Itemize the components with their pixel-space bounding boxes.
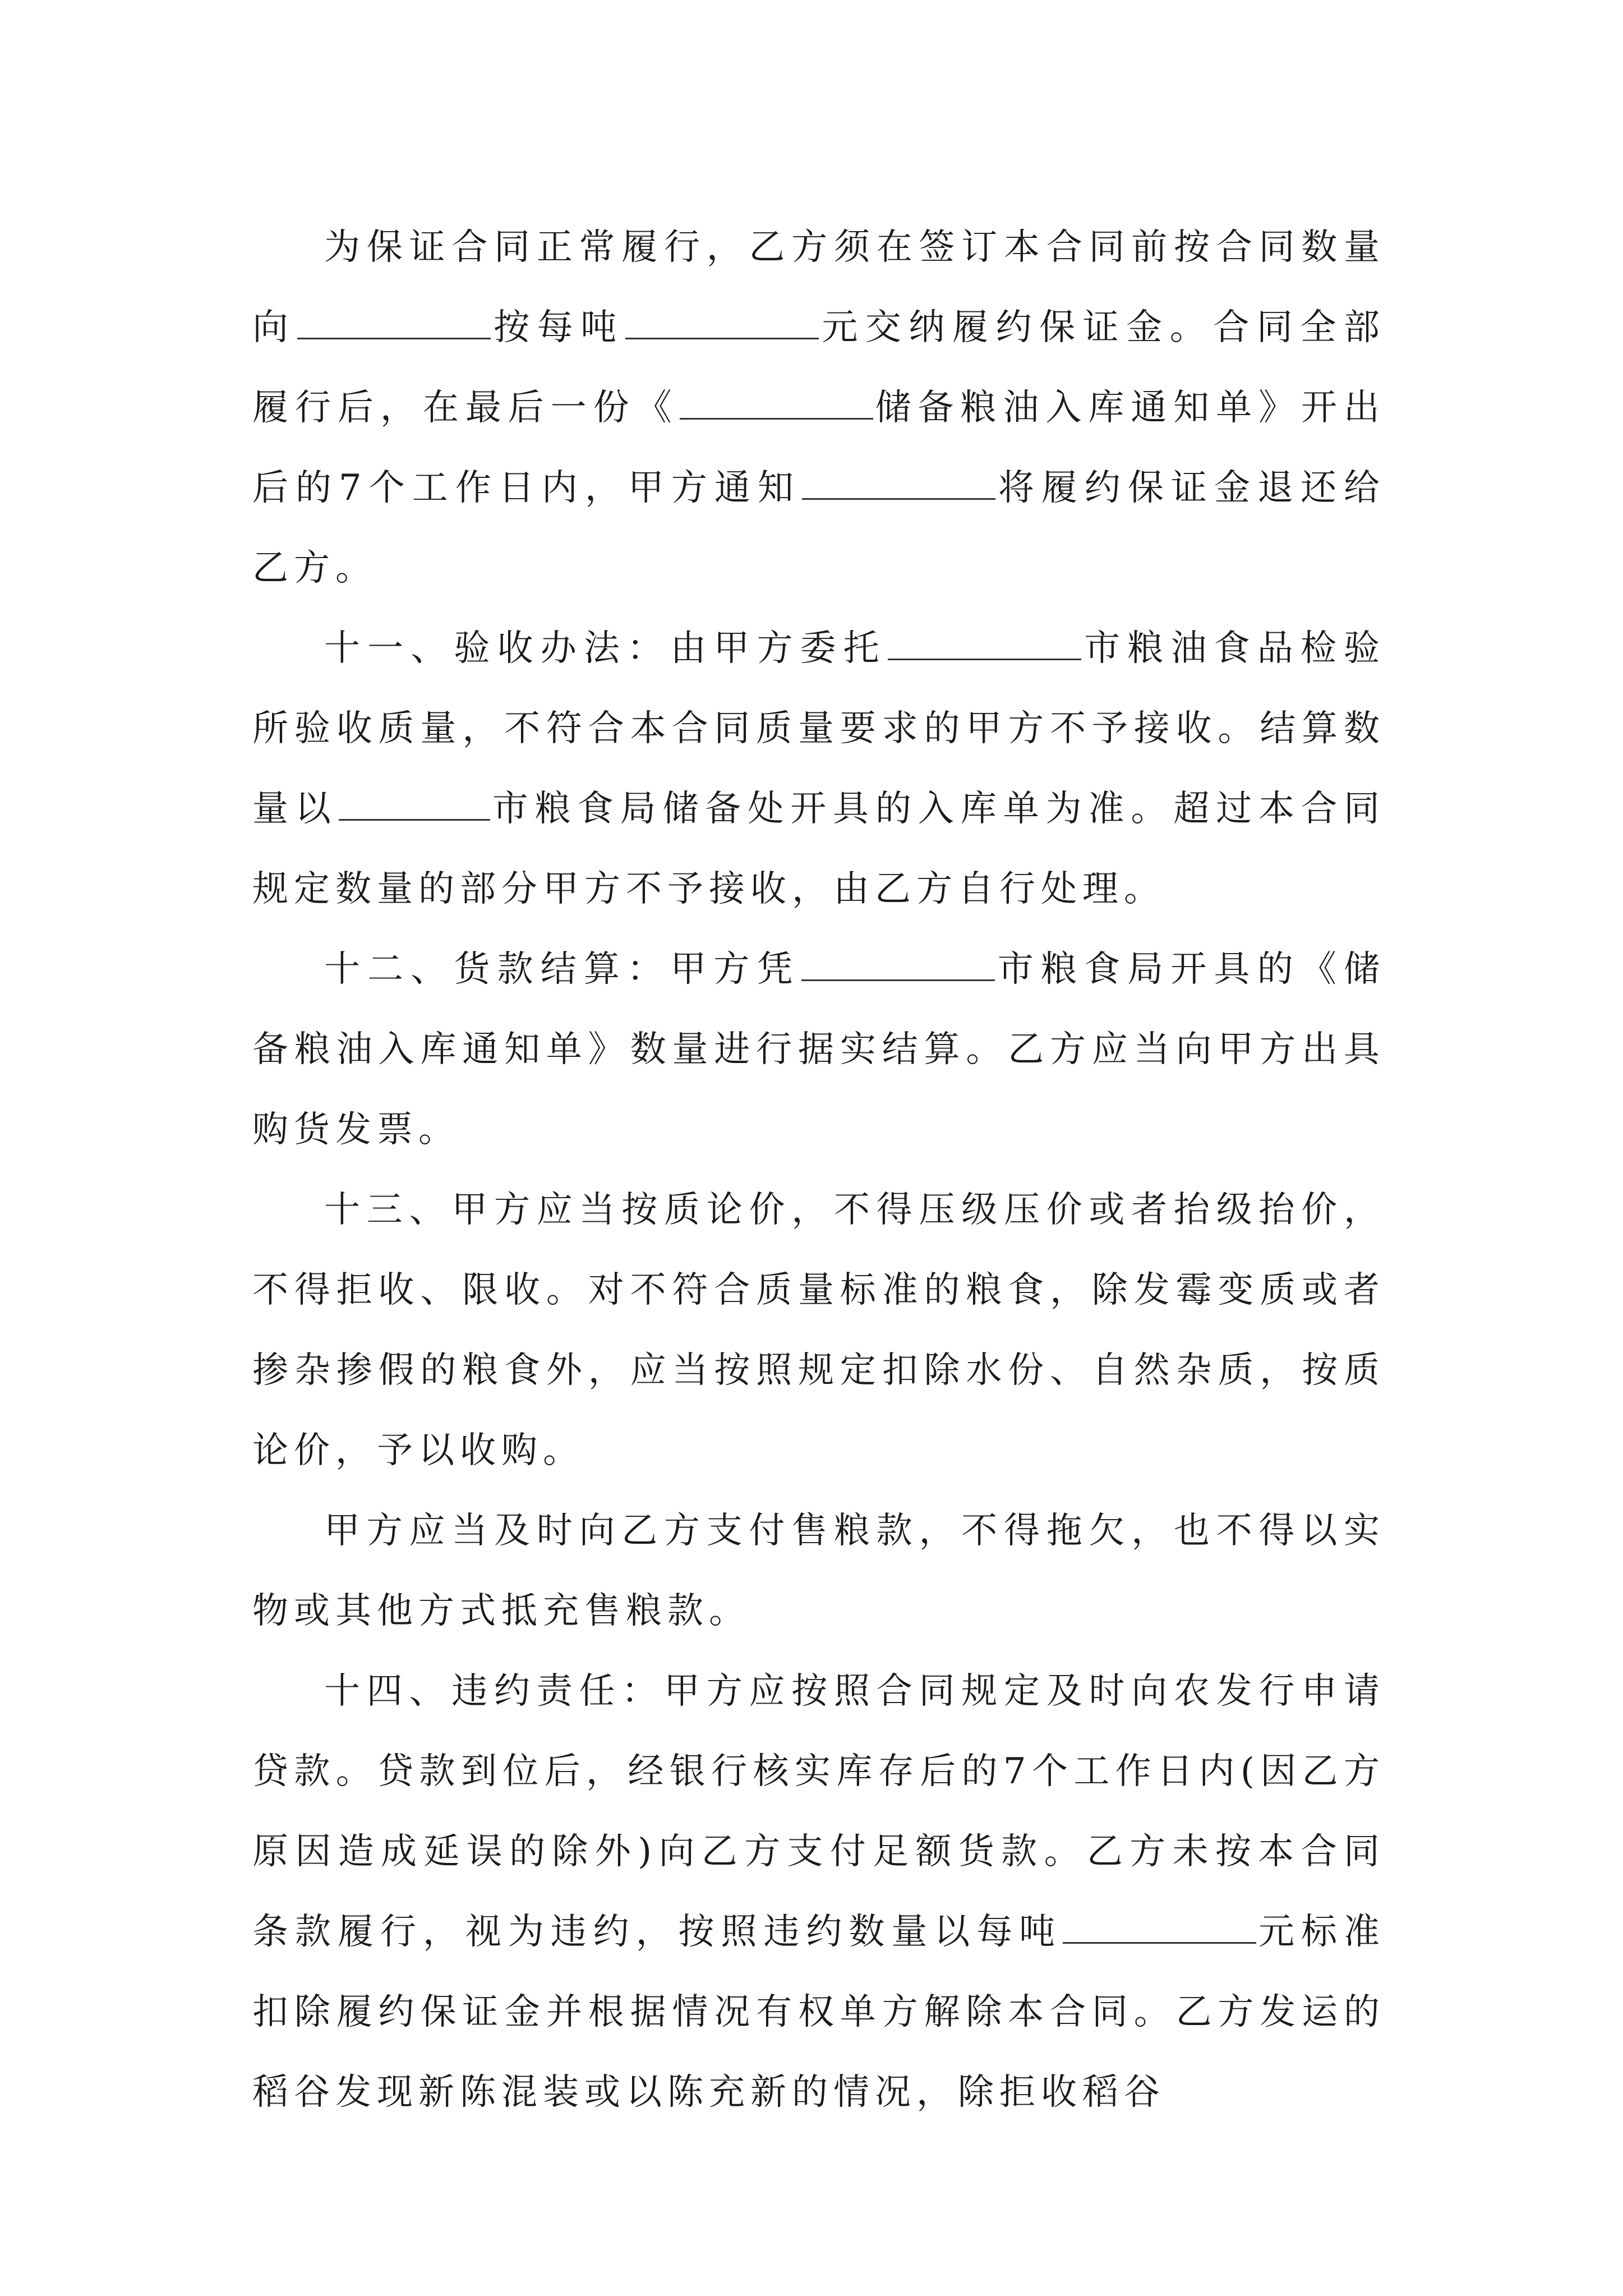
paragraph-clause-12 [252, 930, 1385, 1170]
text-segment: 十四、违约责任：甲方应按照合同规定及时向农发行申请贷款。贷款到位后，经银行核实库存后的7个工作日内(因乙方原因造成延误的除外)向乙方支付足额货款。乙方未按本合同条款履行，视为违约，按照违约数量以每吨 [252, 1671, 1385, 1953]
text-segment: 市粮食局储备处开具的入库单为准。超过本合同规定数量的部分甲方不予接收，由乙方自行处理。 [252, 788, 1385, 910]
paragraph-deposit [252, 208, 1385, 609]
text-segment: 储备粮油入库通知单》开出后的7个工作日内，甲方通知 [252, 387, 1386, 509]
text-segment: 按每吨 [491, 307, 624, 348]
text-segment: 十二、货款结算：甲方凭 [324, 949, 800, 990]
blank-field[interactable] [888, 629, 1081, 660]
blank-field[interactable] [1063, 1913, 1256, 1944]
text-segment: 元标准扣除履约保证金并根据情况有权单方解除本合同。乙方发运的稻谷发现新陈混装或以陈充新的情况，除拒收稻谷 [252, 1911, 1386, 2113]
paragraph-payment: 甲方应当及时向乙方支付售粮款，不得拖欠，也不得以实物或其他方式抵充售粮款。 [252, 1510, 1385, 1632]
text-segment: 为保证合同正常履行，乙方须在签订本合同前按合同数量向 [252, 227, 1385, 348]
blank-field[interactable] [680, 389, 873, 420]
blank-field[interactable] [625, 309, 819, 339]
text-segment: 市粮食局开具的《储备粮油入库通知单》数量进行据实结算。乙方应当向甲方出具购货发票。 [252, 949, 1386, 1151]
blank-field[interactable] [339, 790, 490, 821]
paragraph-clause-13: 十三、甲方应当按质论价，不得压级压价或者抬级抬价，不得拒收、限收。对不符合质量标准的粮食，除发霉变质或者掺杂掺假的粮食外，应当按照规定扣除水份、自然杂质，按质论价，予以收购。 [252, 1189, 1385, 1471]
text-segment: 将履约保证金退还给乙方。 [252, 467, 1386, 589]
text-segment: 市粮油食品检验所验收质量，不符合本合同质量要求的甲方不予接收。结算数量以 [252, 628, 1386, 830]
paragraph-clause-14 [252, 1651, 1385, 2133]
text-segment: 元交纳履约保证金。合同全部履行后，在最后一份《 [252, 307, 1386, 429]
blank-field[interactable] [802, 469, 995, 500]
document-page [252, 208, 1385, 2133]
paragraph-clause-11 [252, 609, 1385, 930]
blank-field[interactable] [297, 309, 491, 339]
text-segment: 十一、验收办法：由甲方委托 [324, 628, 887, 669]
blank-field[interactable] [801, 950, 995, 981]
